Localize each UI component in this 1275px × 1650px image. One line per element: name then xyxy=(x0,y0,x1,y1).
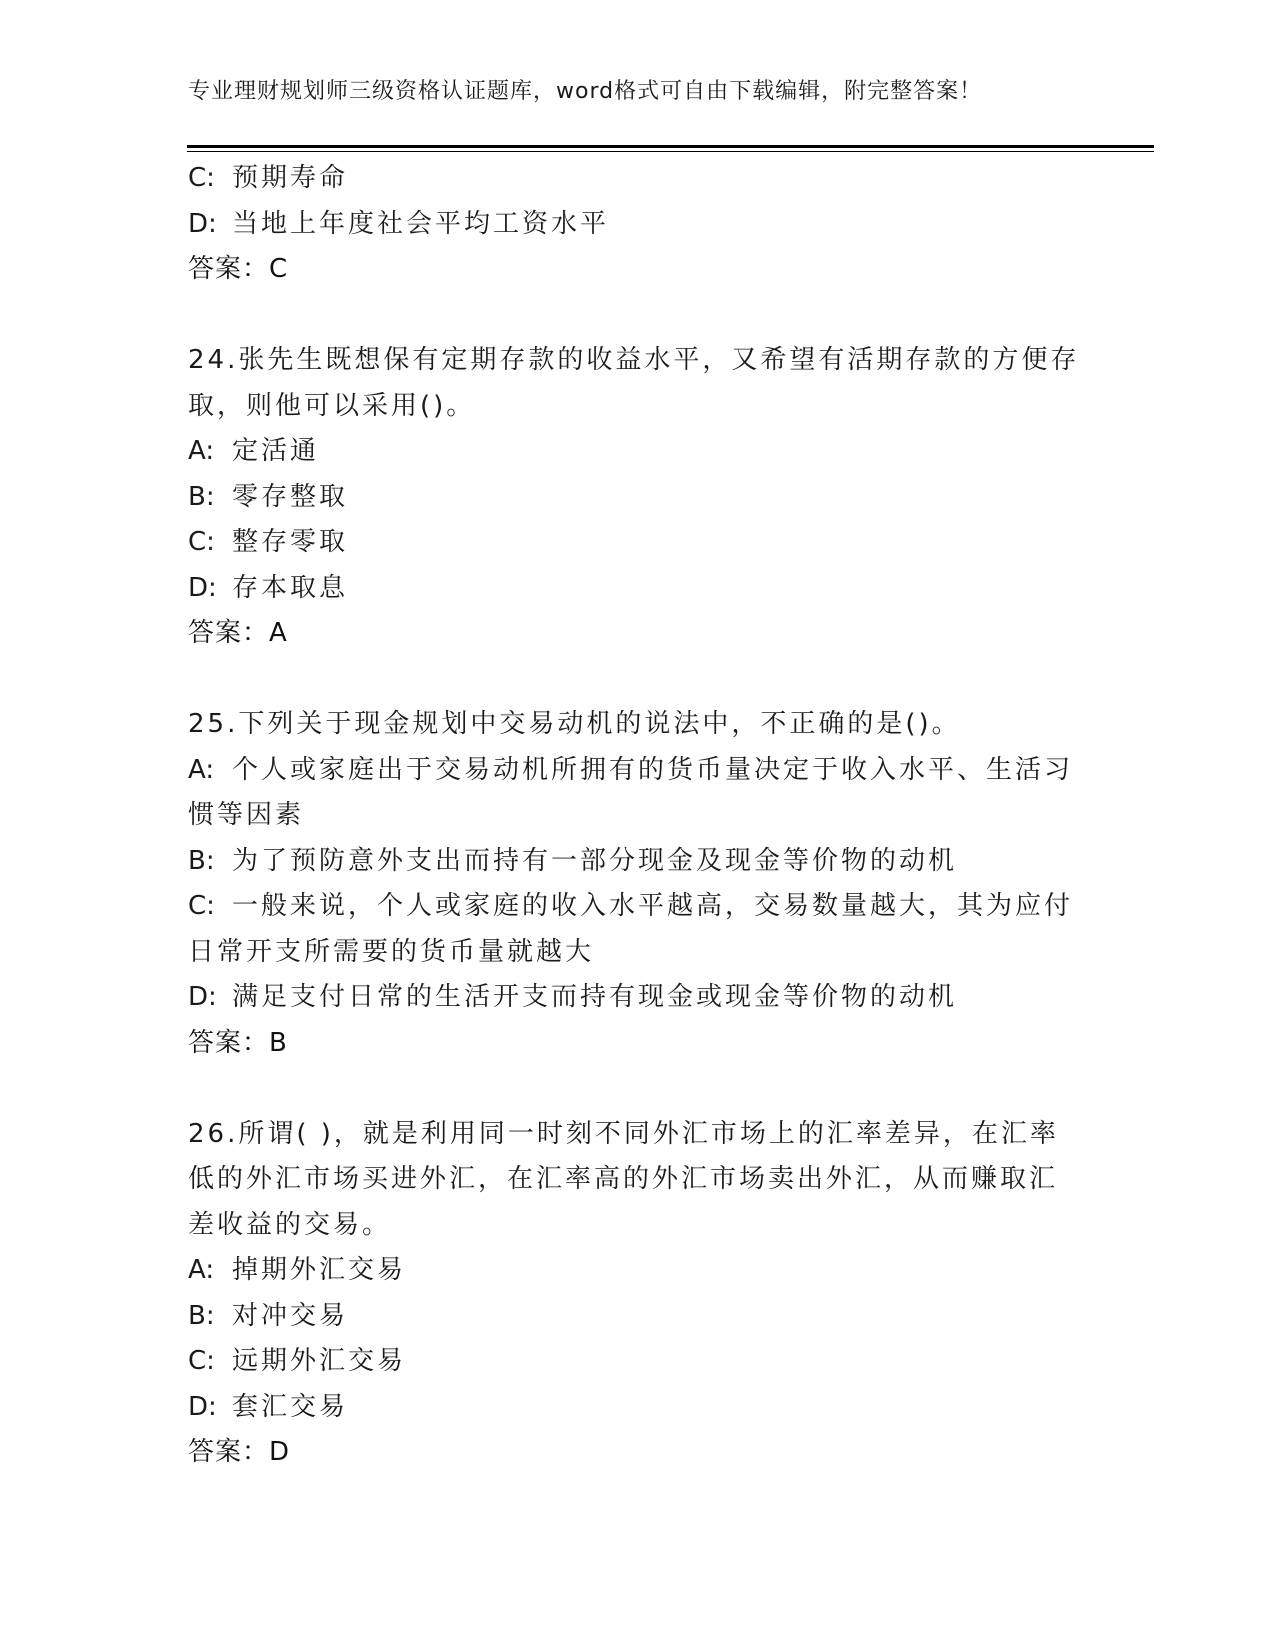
option-text: 当地上年度社会平均工资水平 xyxy=(232,208,610,239)
question-block-24 xyxy=(188,338,1088,657)
question-block-25 xyxy=(188,702,1088,1066)
option-key: C: xyxy=(188,1346,215,1376)
option-text: 个人或家庭出于交易动机所拥有的货币量决定于收入水平、生活习 xyxy=(232,754,1074,785)
option-key: D: xyxy=(188,572,217,603)
option-text: 整存零取 xyxy=(232,527,349,557)
option-text: 远期外汇交易 xyxy=(232,1346,407,1376)
option-line xyxy=(188,202,1088,248)
option-text: 掉期外汇交易 xyxy=(232,1255,407,1285)
option-key: D: xyxy=(188,208,217,239)
question-stem: 26.所谓( )，就是利用同一时刻不同外汇市场上的汇率差异，在汇率 xyxy=(188,1118,1059,1149)
option-key: B: xyxy=(188,481,215,512)
option-text: 存本取息 xyxy=(232,572,349,603)
question-stem: 取，则他可以采用()。 xyxy=(188,390,476,421)
option-line xyxy=(188,1339,1088,1385)
option-text: 套汇交易 xyxy=(232,1391,349,1422)
option-text: 一般来说，个人或家庭的收入水平越高，交易数量越大，其为应付 xyxy=(232,891,1074,921)
option-text: 零存整取 xyxy=(232,481,349,512)
answer-line: 答案：A xyxy=(188,618,288,648)
option-continuation: 惯等因素 xyxy=(188,800,305,830)
spacer xyxy=(188,293,1088,339)
option-line xyxy=(188,1294,1088,1340)
question-stem: 25.下列关于现金规划中交易动机的说法中，不正确的是()。 xyxy=(188,709,961,739)
question-stem: 低的外汇市场买进外汇，在汇率高的外汇市场卖出外汇，从而赚取汇 xyxy=(188,1164,1059,1194)
option-line xyxy=(188,520,1088,566)
option-continuation: 日常开支所需要的货币量就越大 xyxy=(188,936,595,967)
spacer xyxy=(188,657,1088,703)
option-line xyxy=(188,884,1088,930)
option-line xyxy=(188,748,1088,794)
option-line xyxy=(188,1248,1088,1294)
option-text: 为了预防意外支出而持有一部分现金及现金等价物的动机 xyxy=(232,845,958,876)
question-stem: 24.张先生既想保有定期存款的收益水平，又希望有活期存款的方便存 xyxy=(188,345,1080,375)
option-line xyxy=(188,475,1088,521)
option-key: D: xyxy=(188,982,217,1012)
option-key: C: xyxy=(188,527,215,557)
question-stem: 差收益的交易。 xyxy=(188,1209,392,1240)
header-rule-thick xyxy=(187,145,1154,148)
option-line xyxy=(188,839,1088,885)
option-text: 预期寿命 xyxy=(232,163,349,193)
option-key: A: xyxy=(188,436,215,466)
page-header: 专业理财规划师三级资格认证题库，word格式可自由下载编辑，附完整答案！ xyxy=(188,79,983,104)
spacer xyxy=(188,1066,1088,1112)
option-key: B: xyxy=(188,1300,215,1331)
option-key: D: xyxy=(188,1391,217,1422)
question-block-26 xyxy=(188,1112,1088,1476)
option-line xyxy=(188,429,1088,475)
option-text: 对冲交易 xyxy=(232,1300,349,1331)
answer-line: 答案：D xyxy=(188,1437,291,1467)
option-key: B: xyxy=(188,845,215,876)
option-text: 满足支付日常的生活开支而持有现金或现金等价物的动机 xyxy=(232,982,958,1012)
answer-line: 答案：B xyxy=(188,1027,288,1058)
option-key: C: xyxy=(188,163,215,193)
option-line xyxy=(188,566,1088,612)
option-key: A: xyxy=(188,1255,215,1285)
question-content xyxy=(188,156,1088,1476)
option-key: C: xyxy=(188,891,215,921)
prev-question-block xyxy=(188,156,1088,293)
option-line xyxy=(188,1385,1088,1431)
option-text: 定活通 xyxy=(232,436,320,466)
header-rule-thin xyxy=(187,151,1154,152)
option-key: A: xyxy=(188,754,215,785)
option-line xyxy=(188,156,1088,202)
answer-line: 答案：C xyxy=(188,254,289,284)
option-line xyxy=(188,975,1088,1021)
